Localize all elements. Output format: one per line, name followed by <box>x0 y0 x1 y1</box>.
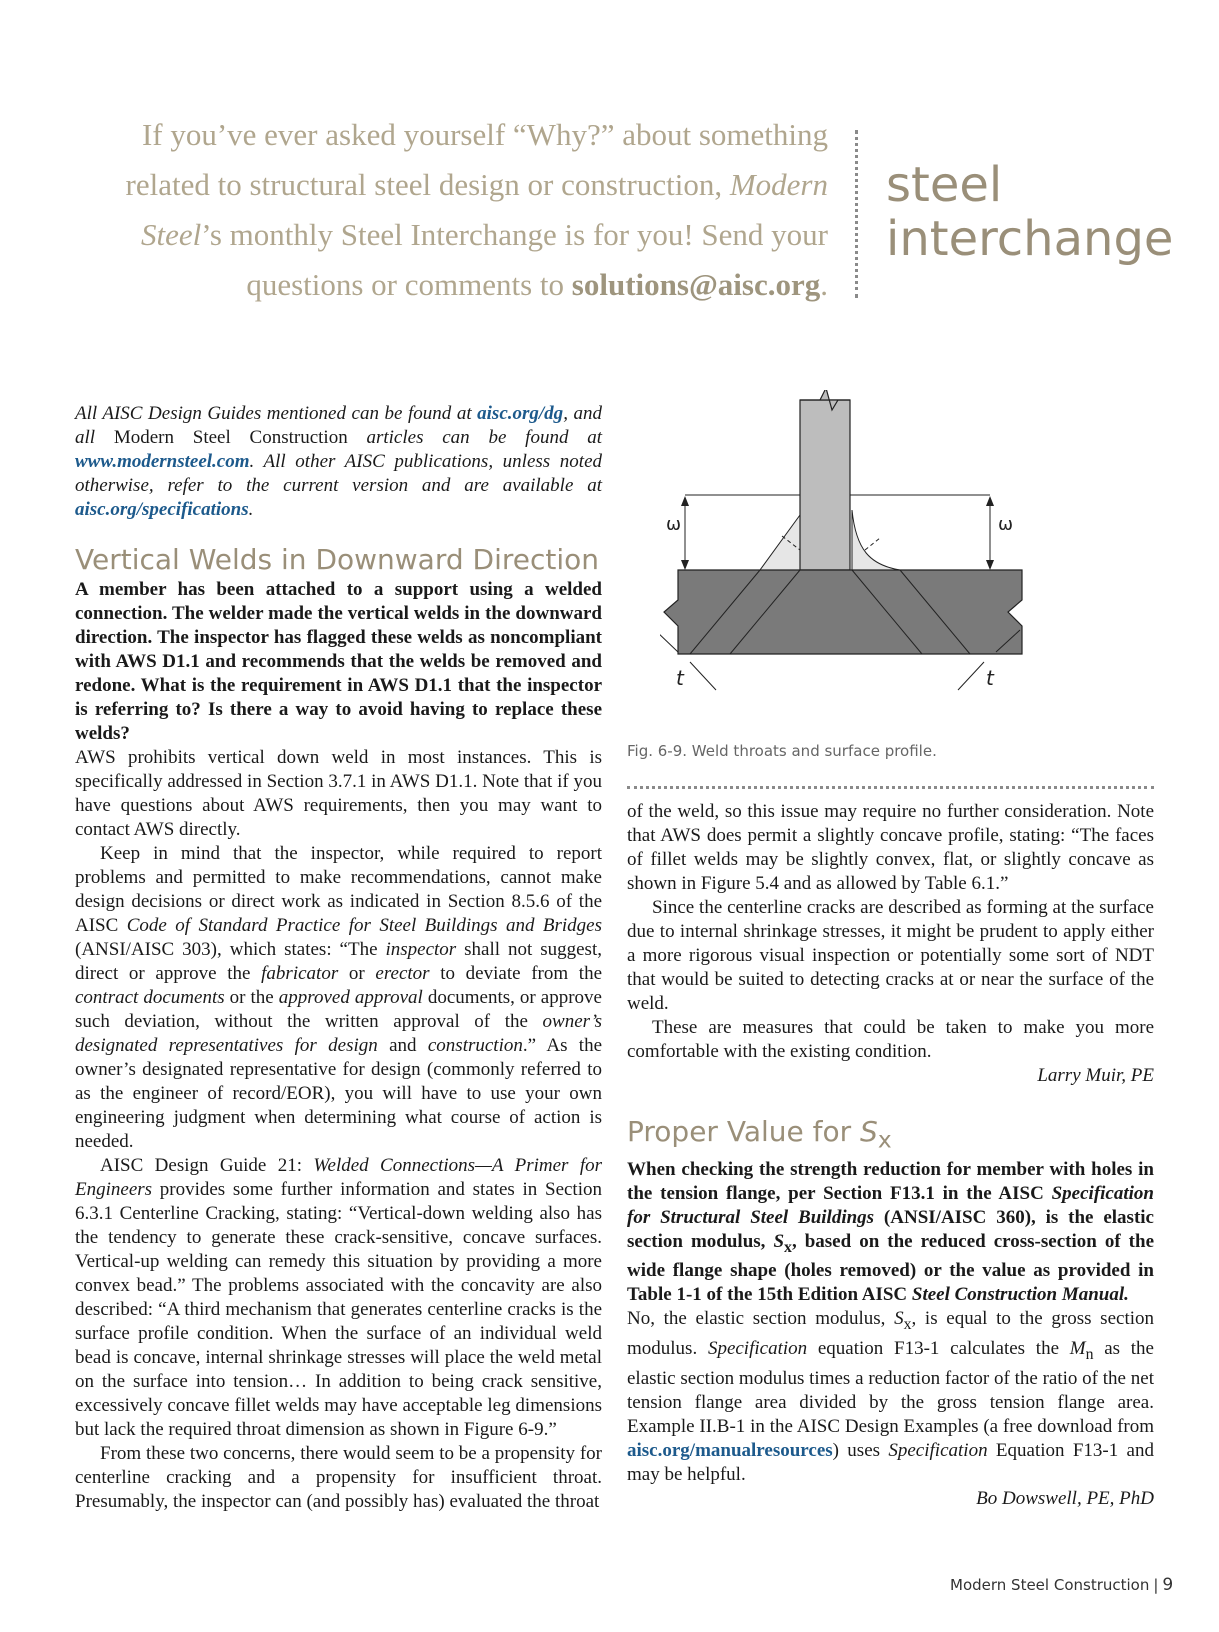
figure-dashed-throat <box>865 538 880 550</box>
text: AISC Design Guide 21: <box>100 1155 314 1176</box>
text: Equation F13-1 and may be helpful. <box>627 1439 1154 1485</box>
link-aisc-dg[interactable]: aisc.org/dg <box>477 403 564 424</box>
text: No, the elastic section modulus, <box>627 1308 895 1330</box>
page-footer <box>950 1575 1173 1595</box>
figure-t-leader <box>958 662 984 690</box>
text: equation F13-1 calculates the <box>807 1338 1070 1360</box>
answer-paragraph <box>75 842 602 1154</box>
note-text: articles can be found at <box>347 427 602 448</box>
link-specifications[interactable]: aisc.org/specifications <box>75 499 249 520</box>
text: Specification <box>707 1338 808 1360</box>
figure-arrowhead <box>681 496 689 506</box>
text: (ANSI/AISC 303), which states: “The <box>75 939 386 960</box>
text: M <box>1069 1338 1086 1360</box>
text: and <box>377 1035 428 1056</box>
intro-line: questions or comments to <box>246 267 572 302</box>
answer-paragraph: Since the centerline cracks are described as forming at the surface due to internal shrinkage stresses, it might be prudent to apply either a more rigorous visual inspection or potentially some sort of NDT that would be suited to detecting cracks at or near the surface of the weld. <box>627 897 1154 1014</box>
intro-italic: Modern <box>729 167 828 202</box>
email-link[interactable]: solutions@aisc.org <box>571 267 821 302</box>
text: Welded Connections—A Primer for Engineers <box>75 1155 602 1200</box>
text: , is equal to the gross section modulus. <box>627 1308 1154 1360</box>
text: shall not suggest, direct or approve the <box>75 939 602 984</box>
figure-t-right: t <box>986 666 994 690</box>
text: When checking the strength reduction for member with holes in the tension flange, per Section F13.1 in the AISC <box>627 1158 1154 1204</box>
text: , based on the reduced cross-section of the wide flange shape (holes removed) or the value as provided in Table 1-1 of the 15th Edition AISC <box>627 1230 1155 1306</box>
text: to deviate from the <box>429 963 603 984</box>
design-guides-note <box>75 402 602 522</box>
answer-paragraph: AWS prohibits vertical down weld in most instances. This is specifically addressed in Section 3.7.1 in AWS D1.1. Note that if you have questions about AWS requirements, then you may want to contact AWS directly. <box>75 747 602 840</box>
figure-t-leader <box>660 630 678 652</box>
divider-horizontal <box>627 786 1154 789</box>
text: documents, or approve such deviation, without the written approval of the <box>75 987 602 1032</box>
right-column <box>627 800 1154 1511</box>
intro-line: ’s monthly Steel Interchange is for you! Send your <box>201 217 828 252</box>
text: x <box>903 1316 912 1334</box>
title-text: Proper Value for <box>627 1115 861 1148</box>
text: Specification <box>888 1439 988 1461</box>
section-brand <box>886 158 1173 266</box>
figure-caption: Fig. 6-9. Weld throats and surface profile. <box>627 742 937 760</box>
author-signature: Bo Dowswell, PE, PhD <box>976 1487 1154 1509</box>
text: fabricator <box>261 963 339 984</box>
intro-italic: Steel <box>140 217 202 252</box>
answer-paragraph: These are measures that could be taken to make you more comfortable with the existing condition. <box>627 1017 1154 1062</box>
question-text <box>627 1158 1154 1308</box>
text: contract documents <box>75 987 225 1008</box>
figure-omega-left: ω <box>666 514 682 535</box>
intro-punct: . <box>820 267 828 302</box>
text: S <box>894 1308 904 1330</box>
question-text: A member has been attached to a support using a welded connection. The welder made the vertical welds in the downward direction. The inspector has flagged these welds as noncompliant with AWS D1.1 and recommends that the welds be removed and redone. What is the requirement in AWS D1.1 that the inspector is referring to? Is there a way to avoid having to replace these welds? <box>75 579 602 744</box>
brand-line2: interchange <box>886 211 1174 267</box>
footer-publication: Modern Steel Construction <box>950 1576 1150 1594</box>
intro-line: If you’ve ever asked yourself “Why?” about something <box>141 117 828 152</box>
brand-line1: steel <box>886 157 1003 213</box>
note-text: Modern Steel Construction <box>113 427 348 448</box>
text: Steel Construction Manual. <box>911 1284 1129 1306</box>
article-title <box>627 1116 1154 1156</box>
intro-line: related to structural steel design or construction, <box>125 167 730 202</box>
figure-vertical-member <box>800 400 850 570</box>
text: provides some further information and states in Section 6.3.1 Centerline Cracking, stating: “Vertical-down welding also has the tendency to generate these crack-sensitive, concave surfaces. Vertical-up welding can remedy this situation by providing a more convex bead.” The problems associated with the concavity are also described: “A third mechanism that generates centerline cracks is the surface profile condition. When the surface of an individual weld bead is concave, internal shrinkage stresses will place the weld metal on the surface into tension… In addition to being crack sensitive, excessively concave fillet welds may have acceptable leg dimensions but lack the required throat dimension as shown in Figure 6-9.” <box>75 1179 602 1440</box>
intro-text <box>100 110 828 310</box>
text: owner’s designated representatives for design <box>75 1011 602 1056</box>
text: S <box>773 1230 785 1252</box>
link-manualresources[interactable]: aisc.org/manualresources <box>627 1439 833 1461</box>
link-modernsteel[interactable]: www.modernsteel.com <box>75 451 250 472</box>
text: (ANSI/AISC 360), is the elastic section modulus, <box>627 1206 1154 1252</box>
figure-omega-right: ω <box>998 514 1014 535</box>
note-text: . All other AISC publications, unless noted otherwise, refer to the current version and are available at <box>75 451 602 496</box>
figure-left-weld <box>760 515 800 570</box>
page-number: 9 <box>1162 1575 1174 1595</box>
text: or the <box>224 987 279 1008</box>
text: approved approval <box>278 987 423 1008</box>
answer-paragraph: of the weld, so this issue may require no further consideration. Note that AWS does permit a slightly concave profile, stating: “The faces of fillet welds may be slightly convex, flat, or slightly concave as shown in Figure 5.4 and as allowed by Table 6.1.” <box>627 801 1154 894</box>
left-column <box>75 402 602 1514</box>
figure-right-weld <box>852 510 900 570</box>
figure-t-leader <box>690 662 716 690</box>
author-signature: Larry Muir, PE <box>1037 1065 1154 1086</box>
footer-separator: | <box>1153 1576 1159 1594</box>
figure-t-left: t <box>676 666 684 690</box>
text: construction <box>427 1035 523 1056</box>
divider-vertical <box>855 130 858 298</box>
title-symbol: S <box>860 1115 878 1148</box>
text: ) uses <box>832 1439 889 1461</box>
figure-arrowhead <box>986 496 994 506</box>
note-text: , and all <box>75 403 602 448</box>
answer-paragraph <box>75 1154 602 1442</box>
text: inspector <box>385 939 457 960</box>
article-title: Vertical Welds in Downward Direction <box>75 543 600 576</box>
answer-paragraph <box>627 1307 1154 1487</box>
note-text: All AISC Design Guides mentioned can be found at <box>75 403 478 424</box>
text: x <box>784 1238 792 1256</box>
text: Specification for Structural Steel Buildings <box>627 1182 1154 1228</box>
text: as the elastic section modulus times a reduction factor of the ratio of the net tension flange area divided by the gross tension flange area. Example II.B-1 in the AISC Design Examples (a free download from <box>627 1338 1154 1437</box>
figure-arrowhead <box>681 560 689 570</box>
text: or <box>338 963 376 984</box>
answer-paragraph: From these two concerns, there would seem to be a propensity for centerline cracking and a propensity for insufficient throat. Presumably, the inspector can (and possibly has) evaluated the throat <box>75 1443 602 1512</box>
text: Code of Standard Practice for Steel Buildings and Bridges <box>126 915 602 936</box>
title-subscript: x <box>877 1125 892 1154</box>
text: n <box>1085 1345 1094 1363</box>
note-text: . <box>248 499 254 520</box>
figure-base-plate <box>664 570 1022 654</box>
weld-throat-figure <box>660 390 1090 730</box>
figure-arrowhead <box>986 560 994 570</box>
text: Keep in mind that the inspector, while required to report problems and permitted to make recommendations, cannot make design decisions or direct work as indicated in Section 8.5.6 of the AISC <box>75 843 602 936</box>
text: .” As the owner’s designated representative for design (commonly referred to as the engineer of record/EOR), you will have to use your own engineering judgment when determining what course of action is needed. <box>75 1035 603 1152</box>
text: erector <box>375 963 430 984</box>
